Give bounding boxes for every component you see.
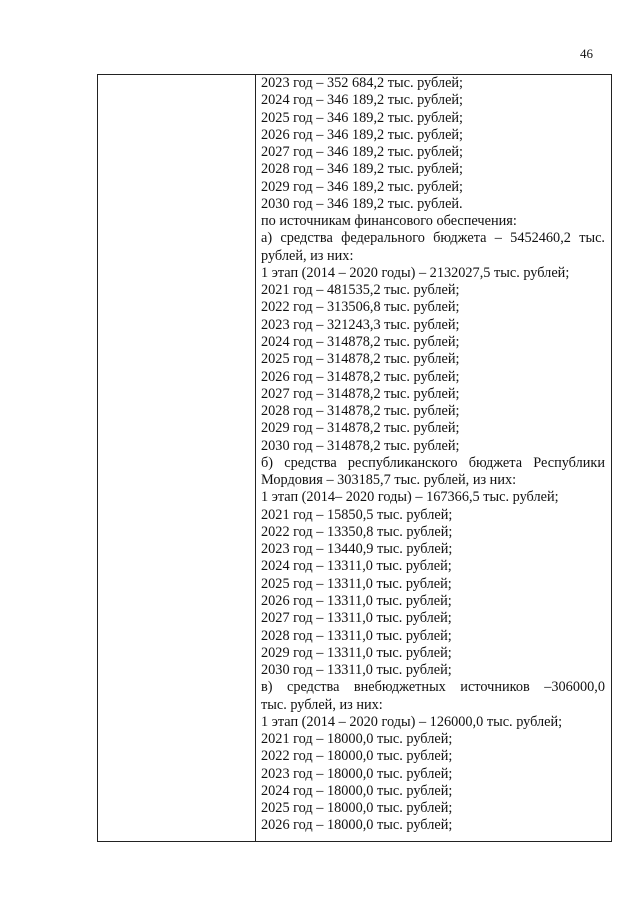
- funding-line: б) средства республиканского бюджета Республики: [261, 454, 605, 471]
- funding-line: 2021 год – 481535,2 тыс. рублей;: [261, 282, 460, 299]
- funding-line: 2024 год – 346 189,2 тыс. рублей;: [261, 92, 464, 109]
- funding-line: 2029 год – 13311,0 тыс. рублей;: [261, 644, 452, 661]
- funding-line: 2030 год – 314878,2 тыс. рублей;: [261, 437, 460, 454]
- funding-line: 2024 год – 13311,0 тыс. рублей;: [261, 558, 452, 575]
- funding-line: в) средства внебюджетных источников –306000,0: [261, 679, 605, 696]
- funding-line: 2027 год – 314878,2 тыс. рублей;: [261, 385, 460, 402]
- funding-line: 2025 год – 18000,0 тыс. рублей;: [261, 800, 453, 817]
- funding-line: 2026 год – 346 189,2 тыс. рублей;: [261, 126, 464, 143]
- column-divider: [255, 75, 256, 841]
- funding-line: 2029 год – 346 189,2 тыс. рублей;: [261, 178, 464, 195]
- funding-line: 2024 год – 18000,0 тыс. рублей;: [261, 782, 453, 799]
- funding-line: тыс. рублей, из них:: [261, 696, 383, 713]
- funding-line: 2023 год – 18000,0 тыс. рублей;: [261, 765, 453, 782]
- funding-line: 2024 год – 314878,2 тыс. рублей;: [261, 333, 460, 350]
- funding-line: по источникам финансового обеспечения:: [261, 213, 517, 230]
- funding-line: 2023 год – 321243,3 тыс. рублей;: [261, 316, 460, 333]
- funding-line: 2025 год – 346 189,2 тыс. рублей;: [261, 109, 464, 126]
- funding-line: 2027 год – 346 189,2 тыс. рублей;: [261, 144, 464, 161]
- funding-line: 2028 год – 346 189,2 тыс. рублей;: [261, 161, 464, 178]
- funding-line: Мордовия – 303185,7 тыс. рублей, из них:: [261, 472, 517, 489]
- funding-details-cell: [261, 75, 605, 835]
- funding-line: 2023 год – 13440,9 тыс. рублей;: [261, 541, 453, 558]
- funding-line: 1 этап (2014 – 2020 годы) – 2132027,5 тыс. рублей;: [261, 264, 570, 281]
- funding-line: 1 этап (2014– 2020 годы) – 167366,5 тыс. рублей;: [261, 489, 559, 506]
- funding-line: 2026 год – 314878,2 тыс. рублей;: [261, 368, 460, 385]
- funding-line: 2023 год – 352 684,2 тыс. рублей;: [261, 75, 464, 91]
- funding-line: а) средства федерального бюджета – 5452460,2 тыс.: [261, 230, 605, 247]
- funding-line: 2022 год – 313506,8 тыс. рублей;: [261, 299, 460, 316]
- funding-line: 2028 год – 13311,0 тыс. рублей;: [261, 627, 452, 644]
- page-number: 46: [580, 46, 593, 61]
- funding-line: 2021 год – 15850,5 тыс. рублей;: [261, 506, 453, 523]
- funding-line: 2028 год – 314878,2 тыс. рублей;: [261, 403, 460, 420]
- funding-line: рублей, из них:: [261, 247, 354, 264]
- funding-line: 2029 год – 314878,2 тыс. рублей;: [261, 420, 460, 437]
- funding-table: [97, 74, 612, 842]
- funding-line: 2021 год – 18000,0 тыс. рублей;: [261, 731, 453, 748]
- funding-line: 2030 год – 346 189,2 тыс. рублей.: [261, 195, 463, 212]
- funding-line: 2022 год – 18000,0 тыс. рублей;: [261, 748, 453, 765]
- funding-line: 1 этап (2014 – 2020 годы) – 126000,0 тыс. рублей;: [261, 713, 563, 730]
- funding-line: 2030 год – 13311,0 тыс. рублей;: [261, 662, 452, 679]
- funding-line: 2022 год – 13350,8 тыс. рублей;: [261, 523, 453, 540]
- funding-line: 2027 год – 13311,0 тыс. рублей;: [261, 610, 452, 627]
- funding-line: 2026 год – 13311,0 тыс. рублей;: [261, 592, 452, 609]
- funding-line: 2025 год – 314878,2 тыс. рублей;: [261, 351, 460, 368]
- funding-line: 2025 год – 13311,0 тыс. рублей;: [261, 575, 452, 592]
- funding-line: 2026 год – 18000,0 тыс. рублей;: [261, 817, 453, 834]
